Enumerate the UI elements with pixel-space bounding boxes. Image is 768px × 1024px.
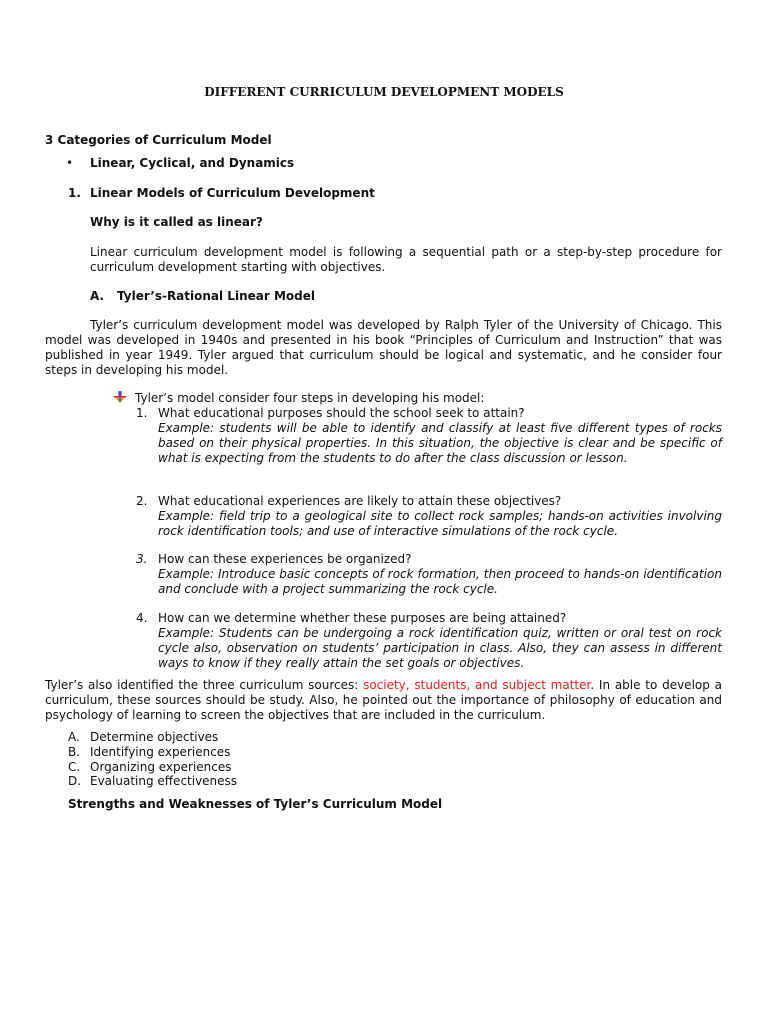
phase-item: Evaluating effectiveness: [90, 774, 238, 788]
step-question: What educational purposes should the school seek to attain?: [158, 406, 525, 420]
section-1-title: Linear Models of Curriculum Development: [90, 186, 375, 200]
step-question: What educational experiences are likely to attain these objectives?: [158, 494, 562, 508]
phase-item: Determine objectives: [90, 730, 219, 744]
strengths-weaknesses-heading: Strengths and Weaknesses of Tyler’s Curriculum Model: [68, 797, 443, 811]
phase-item: Organizing experiences: [90, 760, 232, 774]
step-question: How can these experiences be organized?: [158, 552, 412, 566]
subsection-a-letter: A.: [90, 289, 105, 303]
step-number: 2.: [136, 494, 148, 508]
subsection-a-title: Tyler’s-Rational Linear Model: [117, 289, 315, 303]
phase-letter: D.: [68, 774, 82, 788]
steps-lead: Tyler’s model consider four steps in developing his model:: [135, 391, 485, 405]
step-number: 4.: [136, 611, 148, 625]
phase-letter: B.: [68, 745, 81, 759]
bullet-icon: •: [66, 156, 74, 170]
step-example: Example: students will be able to identify and classify at least five different types of rocks based on their physical properties. In this situation, the objective is clear and be specific of what is expecting from the students to do after the class discussion or lesson.: [158, 421, 722, 465]
curriculum-sources-paragraph: [45, 678, 722, 723]
document-title: DIFFERENT CURRICULUM DEVELOPMENT MODELS: [204, 85, 564, 99]
why-linear-paragraph: Linear curriculum development model is following a sequential path or a step-by-step procedure for curriculum development starting with objectives.: [90, 245, 722, 274]
categories-item: Linear, Cyclical, and Dynamics: [90, 156, 295, 170]
sources-highlight: society, students, and subject matter: [363, 678, 591, 692]
step-example: Example: Introduce basic concepts of rock formation, then proceed to hands-on identification and conclude with a project summarizing the rock cycle.: [158, 567, 722, 596]
section-1-number: 1.: [68, 186, 81, 200]
step-number: 3.: [136, 552, 148, 566]
step-example: Example: Students can be undergoing a rock identification quiz, written or oral test on rock cycle also, observation on students’ participation in class. Also, they can assess in different ways to know if they really attain the set goals or objectives.: [158, 626, 722, 670]
phase-item: Identifying experiences: [90, 745, 231, 759]
step-example: Example: field trip to a geological site to collect rock samples; hands-on activities involving rock identification tools; and use of interactive simulations of the rock cycle.: [158, 509, 722, 538]
phase-letter: A.: [68, 730, 80, 744]
phase-letter: C.: [68, 760, 81, 774]
tyler-intro-paragraph: Tyler’s curriculum development model was developed by Ralph Tyler of the University of Chicago. This model was developed in 1940s and presented in his book “Principles of Curriculum and Instruction” that was published in year 1949. Tyler argued that curriculum should be logical and systematic, and he consider four steps in developing his model.: [45, 318, 722, 377]
sources-text: Tyler’s also identified the three curriculum sources:: [45, 678, 359, 692]
step-question: How can we determine whether these purposes are being attained?: [158, 611, 567, 625]
sources-text-continued: . In able to develop a curriculum, these sources should be study. Also, he pointed out the importance of philosophy of education and psychology of learning to screen the objectives that are included in the curriculum.: [45, 678, 722, 722]
categories-heading: 3 Categories of Curriculum Model: [45, 133, 272, 147]
arrow-down-icon: [114, 391, 126, 403]
step-number: 1.: [136, 406, 148, 420]
why-linear-heading: Why is it called as linear?: [90, 215, 263, 229]
